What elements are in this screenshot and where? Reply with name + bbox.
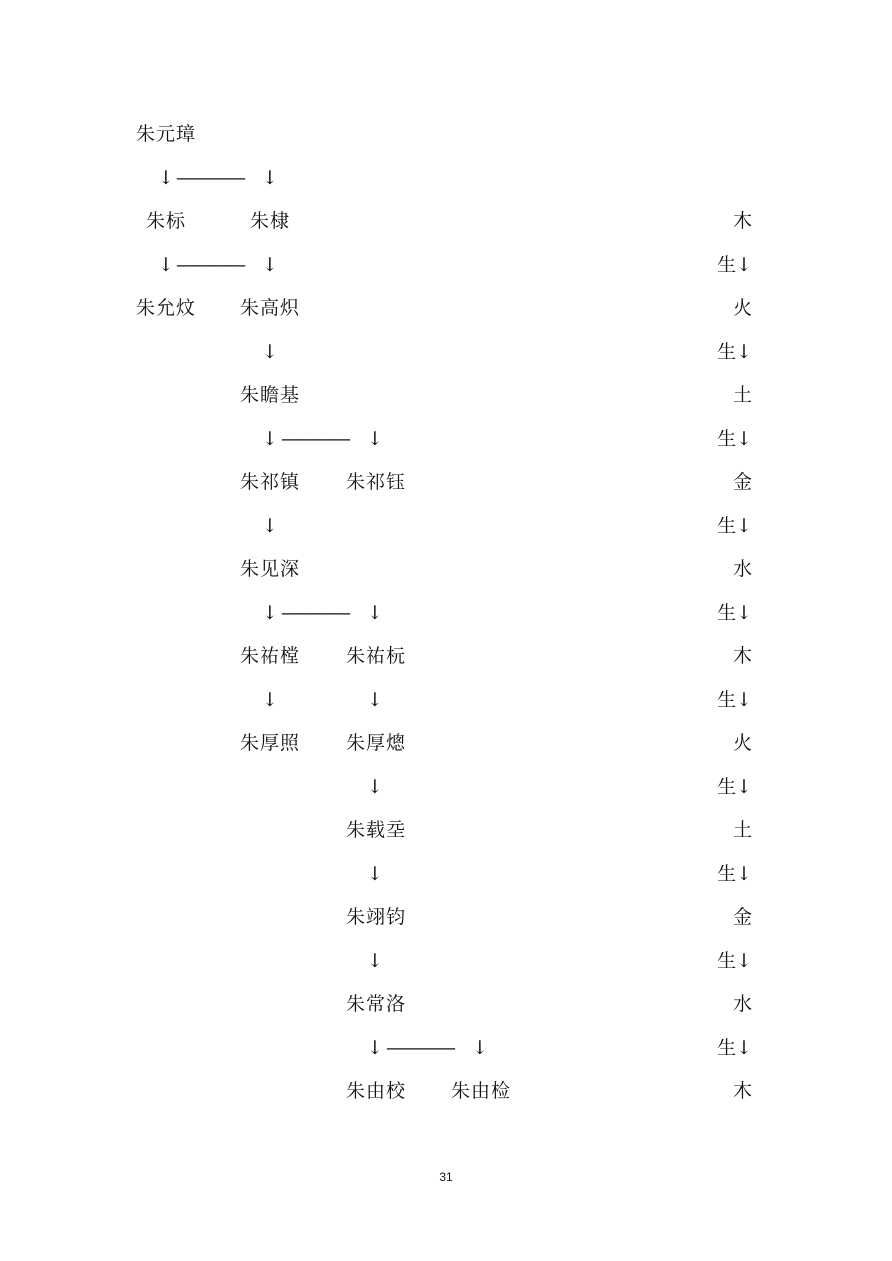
element-label: 木	[732, 1080, 752, 1102]
branch-line: ————	[281, 428, 349, 450]
name-zhu-houcong: 朱厚熜	[346, 732, 407, 754]
name-zhu-houzhao: 朱厚照	[240, 732, 301, 754]
arrow-down: ↓	[472, 1037, 489, 1059]
element-label: 土	[732, 384, 752, 406]
element-label: 土	[732, 819, 752, 841]
branch-line: ————	[281, 602, 349, 624]
branch-line: ————	[176, 167, 244, 189]
arrow-down: ↓	[367, 602, 384, 624]
name-zhu-zaiji: 朱载坖	[346, 819, 407, 841]
name-zhu-youyuan: 朱祐杬	[346, 645, 407, 667]
name-zhu-yuanzhang: 朱元璋	[136, 123, 197, 145]
name-zhu-changluo: 朱常洛	[346, 993, 407, 1015]
generates-arrow: 生↓	[717, 950, 752, 972]
element-label: 金	[732, 906, 752, 928]
element-label: 木	[732, 645, 752, 667]
arrow-down: ↓	[262, 254, 279, 276]
arrow-down: ↓	[367, 428, 384, 450]
page-number: 31	[439, 1170, 453, 1184]
name-zhu-qizhen: 朱祁镇	[240, 471, 301, 493]
generates-arrow: 生↓	[717, 428, 752, 450]
name-zhu-di: 朱棣	[250, 210, 291, 232]
arrow-down: ↓	[367, 1037, 384, 1059]
generates-arrow: 生↓	[717, 776, 752, 798]
arrow-down: ↓	[158, 254, 175, 276]
arrow-down: ↓	[262, 602, 279, 624]
generates-arrow: 生↓	[717, 515, 752, 537]
branch-line: ————	[386, 1037, 454, 1059]
generates-arrow: 生↓	[717, 254, 752, 276]
name-zhu-biao: 朱标	[146, 210, 187, 232]
arrow-down: ↓	[367, 689, 384, 711]
generates-arrow: 生↓	[717, 341, 752, 363]
generates-arrow: 生↓	[717, 602, 752, 624]
arrow-down: ↓	[367, 863, 384, 885]
name-zhu-zhanji: 朱瞻基	[240, 384, 301, 406]
arrow-down: ↓	[262, 428, 279, 450]
element-label: 火	[732, 297, 752, 319]
arrow-down: ↓	[158, 167, 175, 189]
arrow-down: ↓	[262, 341, 279, 363]
element-label: 水	[732, 993, 752, 1015]
name-zhu-jianshen: 朱见深	[240, 558, 301, 580]
generates-arrow: 生↓	[717, 689, 752, 711]
arrow-down: ↓	[367, 950, 384, 972]
arrow-down: ↓	[262, 167, 279, 189]
generates-arrow: 生↓	[717, 863, 752, 885]
element-label: 金	[732, 471, 752, 493]
name-zhu-youjian: 朱由检	[451, 1080, 512, 1102]
arrow-down: ↓	[367, 776, 384, 798]
element-label: 水	[732, 558, 752, 580]
name-zhu-qiyu: 朱祁钰	[346, 471, 407, 493]
name-zhu-youtang: 朱祐樘	[240, 645, 301, 667]
name-zhu-youxiao: 朱由校	[346, 1080, 407, 1102]
name-zhu-gaochi: 朱高炽	[240, 297, 301, 319]
element-label: 火	[732, 732, 752, 754]
branch-line: ————	[176, 254, 244, 276]
element-label: 木	[732, 210, 752, 232]
name-zhu-yunwen: 朱允炆	[136, 297, 197, 319]
generates-arrow: 生↓	[717, 1037, 752, 1059]
arrow-down: ↓	[262, 515, 279, 537]
name-zhu-yijun: 朱翊钧	[346, 906, 407, 928]
arrow-down: ↓	[262, 689, 279, 711]
